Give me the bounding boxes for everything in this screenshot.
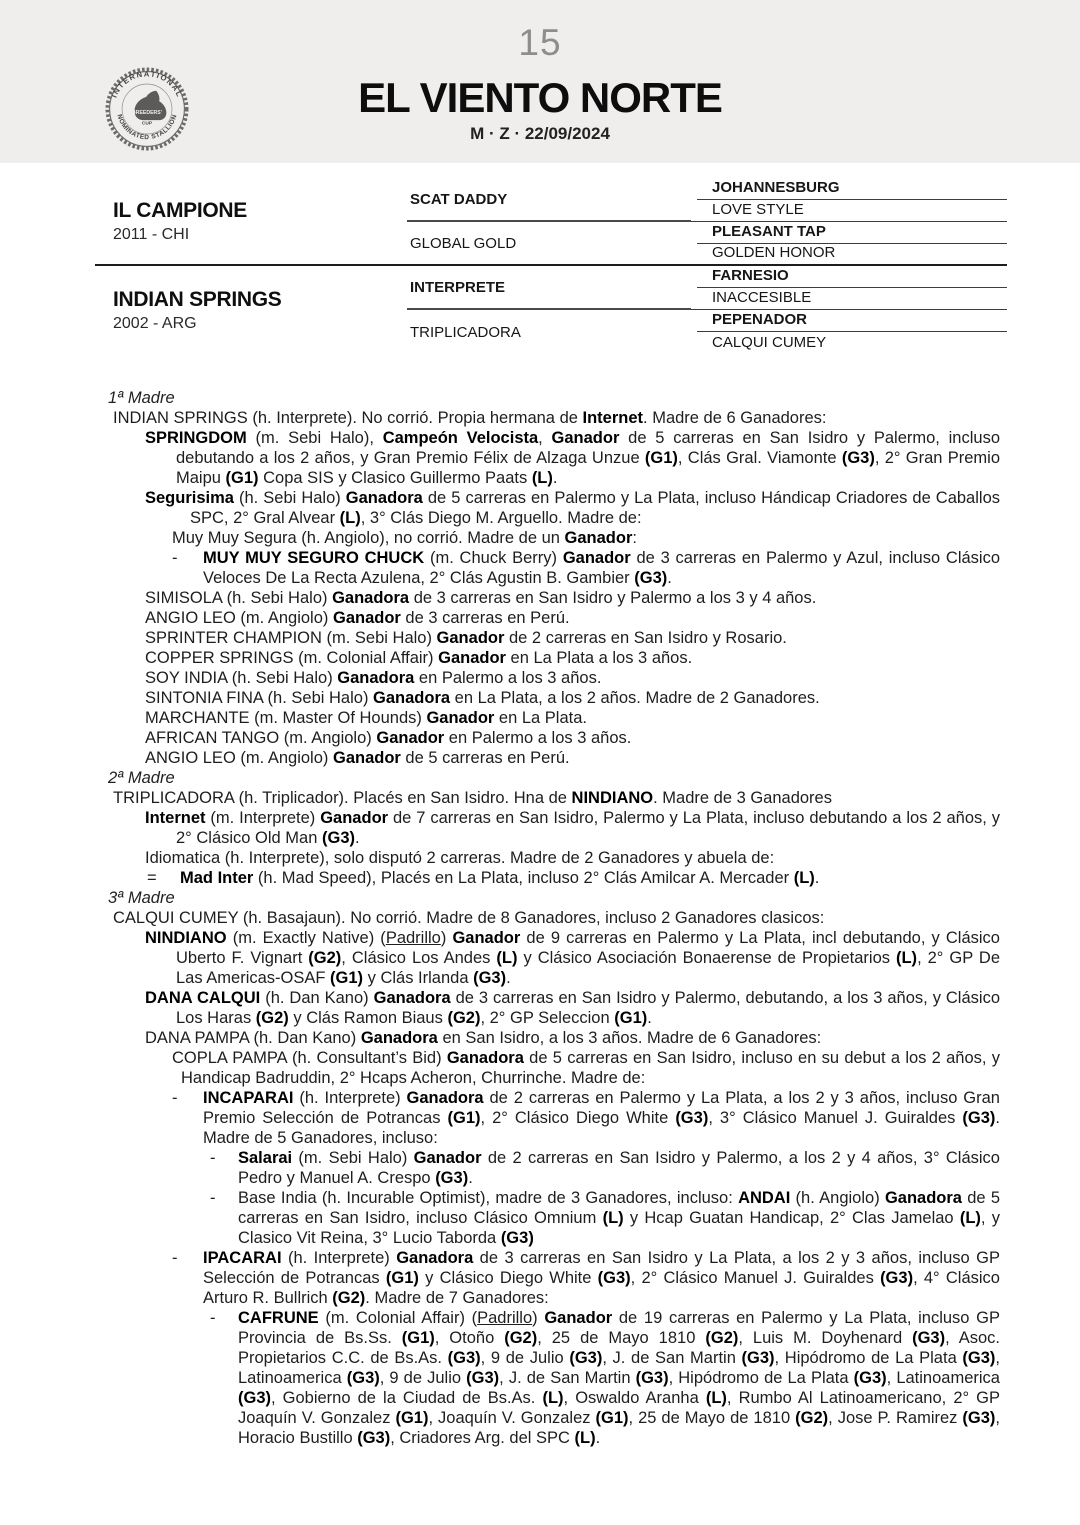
text-segment: SPRINGDOM (145, 429, 247, 447)
madre-section-header (108, 888, 1000, 908)
text-segment: , 2° Clásico Manuel J. Guiraldes (630, 1269, 881, 1287)
dam-year-country: 2002 - ARG (113, 314, 197, 332)
text-segment: , 3° Clás Diego M. Arguello. Madre de: (360, 509, 642, 527)
text-segment: DANA CALQUI (145, 989, 261, 1007)
dam-name: INDIAN SPRINGS (113, 287, 282, 311)
pedigree-entry (108, 648, 1000, 668)
text-segment: (L) (496, 949, 518, 967)
grandsire-cell: INTERPRETE (407, 266, 691, 310)
text-segment: . (814, 869, 820, 887)
text-segment: y Clásico Asociación Bonaerense de Propietarios (517, 949, 896, 967)
text-segment: (G3) (634, 569, 668, 587)
text-segment: , Asoc. Propietarios C.C. de Bs.As. (238, 1329, 1000, 1367)
text-segment: : (632, 529, 637, 547)
text-segment: (G2) (504, 1329, 538, 1347)
entry-bullet: - (172, 549, 178, 567)
text-segment: . Madre de 7 Ganadores: (365, 1289, 549, 1307)
page-number: 15 (518, 22, 562, 63)
text-segment: , Oswaldo Aranha (563, 1389, 706, 1407)
text-segment: (L) (602, 1209, 624, 1227)
text-segment: (G1) (385, 1269, 419, 1287)
text-segment: en La Plata a los 3 años. (505, 649, 693, 667)
text-segment: (m. Colonial Affair) ( (318, 1309, 478, 1327)
pedigree-entry (108, 1148, 1000, 1188)
text-segment: , Luis M. Doyhenard (738, 1329, 913, 1347)
text-segment: (G3) (635, 1369, 669, 1387)
text-segment: (h. Mad Speed), Placés en La Plata, incluso 2° Clás Amilcar A. Mercader (253, 869, 794, 887)
text-segment: . (667, 569, 672, 587)
text-segment: (G1) (447, 1109, 481, 1127)
entry-bullet: - (210, 1189, 216, 1207)
text-segment: Ganador (332, 609, 401, 627)
family-text (108, 388, 1000, 1448)
text-segment: de 3 carreras en Palermo y Azul, incluso Clásico Veloces De La Recta Azulena, 2° Clás Agustin B. Gambier (203, 549, 1001, 587)
text-segment: de 5 carreras en Palermo y La Plata, incluso Hándicap Criadores de Caballos SPC, 2° Gral Alvear (190, 489, 1000, 527)
text-segment: DANA PAMPA (h. Dan Kano) (145, 1029, 361, 1047)
text-segment: de 3 carreras en Perú. (400, 609, 570, 627)
text-segment: y Clásico Diego White (418, 1269, 598, 1287)
breeders-cup-stamp-icon (104, 66, 190, 152)
text-segment: Ganador (438, 649, 506, 667)
text-segment: (G3) (357, 1429, 391, 1447)
pedigree-entry (108, 928, 1000, 988)
text-segment: en San Isidro, a los 3 años. Madre de 6 Ganadores: (437, 1029, 822, 1047)
text-segment: , y Clasico Vit Reina, 3° Lucio Taborda (238, 1209, 1000, 1247)
pedigree-entry (108, 548, 1000, 588)
text-segment: (G3) (322, 829, 355, 847)
text-segment: de 3 carreras en San Isidro y Palermo a los 3 y 4 años. (409, 589, 817, 607)
text-segment: SPRINTER CHAMPION (m. Sebi Halo) (145, 629, 437, 647)
text-segment: Ganador (562, 549, 631, 567)
text-segment: (G2) (308, 949, 342, 967)
text-segment: de 2 carreras en Palermo y La Plata, a los 2 y 3 años, incluso Gran Premio Selección de Potrancas (203, 1089, 1000, 1127)
text-segment: de 5 carreras en Perú. (400, 749, 570, 767)
text-segment: . Madre de 5 Ganadores, incluso: (203, 1109, 1000, 1147)
text-segment: . (506, 969, 511, 987)
text-segment: , J. de San Martin (499, 1369, 636, 1387)
text-segment: (h. Dan Kano) (260, 989, 374, 1007)
text-segment: , J. de San Martin (602, 1349, 742, 1367)
sire-cell (95, 178, 391, 266)
text-segment: Ganadora (884, 1189, 962, 1207)
text-segment: (G3) (597, 1269, 631, 1287)
text-segment: NINDIANO (145, 929, 227, 947)
text-segment: Padrillo (385, 929, 441, 947)
pedigree-entry (108, 428, 1000, 488)
text-segment: y Clás Ramon Biaus (288, 1009, 448, 1027)
text-segment: Copa SIS y Clasico Guillermo Paats (258, 469, 532, 487)
pedigree-entry (108, 1188, 1000, 1248)
pedigree-entry (108, 1048, 1000, 1088)
text-segment: Ganadora (332, 589, 410, 607)
text-segment: , 2° GP Seleccion (480, 1009, 615, 1027)
text-segment: en La Plata. (494, 709, 587, 727)
pedigree-entry (108, 788, 1000, 808)
text-segment: Ganador (413, 1149, 482, 1167)
text-segment: Ganador (436, 629, 505, 647)
text-segment: MUY MUY SEGURO CHUCK (203, 549, 425, 567)
pedigree-entry (108, 628, 1000, 648)
text-segment: (G3) (912, 1329, 946, 1347)
text-segment: de 19 carreras en Palermo y La Plata, incluso GP Provincia de Bs.Ss. (238, 1309, 1000, 1347)
text-segment: (L) (705, 1389, 727, 1407)
stamp-top-text: INTERNATIONAL (109, 69, 185, 100)
text-segment: , 9 de Julio (480, 1349, 570, 1367)
text-segment: en La Plata, a los 2 años. Madre de 2 Ganadores. (450, 689, 820, 707)
text-segment: (G1) (401, 1329, 435, 1347)
text-segment: (G3) (346, 1369, 380, 1387)
text-segment: ANGIO LEO (m. Angiolo) (145, 609, 333, 627)
text-segment: (G2) (255, 1009, 289, 1027)
text-segment: , Joaquín V. Gonzalez (428, 1409, 596, 1427)
text-segment: (G3) (466, 1369, 500, 1387)
text-segment: (G3) (675, 1109, 709, 1127)
stamp-center-line1: BREEDERS' (132, 110, 162, 117)
text-segment: ) (440, 929, 453, 947)
text-segment: Base India (h. Incurable Optimist), madre de 3 Ganadores, incluso: (238, 1189, 739, 1207)
text-segment: TRIPLICADORA (h. Triplicador). Placés en San Isidro. Hna de (113, 789, 572, 807)
text-segment: , Hipódromo de La Plata (774, 1349, 963, 1367)
text-segment: (L) (542, 1389, 564, 1407)
pedigree-entry (108, 668, 1000, 688)
text-segment: Ganador (426, 709, 495, 727)
text-segment: (h. Interprete) (293, 1089, 407, 1107)
sire-name: IL CAMPIONE (113, 198, 247, 222)
text-segment: 1ª Madre (108, 389, 175, 407)
text-segment: . (647, 1009, 652, 1027)
text-segment: Campeón Velocista (382, 429, 539, 447)
pedigree-entry (108, 488, 1000, 528)
text-segment: de 3 carreras en San Isidro y Palermo, debutando, a los 3 años, y Clásico Los Haras (176, 989, 1000, 1027)
text-segment: (h. Sebi Halo) (233, 489, 346, 507)
text-segment: Idiomatica (h. Interprete), solo disputó 2 carreras. Madre de 2 Ganadores y abuela de: (145, 849, 775, 867)
text-segment: (h. Interprete) (281, 1249, 397, 1267)
text-segment: SOY INDIA (h. Sebi Halo) (145, 669, 338, 687)
text-segment: (m. Interprete) (205, 809, 321, 827)
text-segment: . (468, 1169, 473, 1187)
pedigree-entry (108, 708, 1000, 728)
text-segment: en Palermo a los 3 años. (444, 729, 632, 747)
pedigree-entry (108, 608, 1000, 628)
text-segment: (G3) (435, 1169, 469, 1187)
text-segment: (L) (339, 509, 361, 527)
text-segment: Ganadora (373, 689, 451, 707)
great-grandparent-cell: FARNESIO (697, 266, 1007, 288)
great-grandparent-cell: INACCESIBLE (691, 288, 1007, 310)
text-segment: (G3) (962, 1349, 996, 1367)
text-segment: (G1) (595, 1409, 629, 1427)
pedigree-entry (108, 808, 1000, 848)
pedigree-table (95, 178, 1007, 354)
text-segment: (G3) (238, 1389, 271, 1407)
text-segment: (L) (793, 869, 815, 887)
text-segment: Internet (145, 809, 206, 827)
pedigree-entry (108, 988, 1000, 1028)
madre-section-header (108, 388, 1000, 408)
text-segment: Ganadora (406, 1089, 484, 1107)
text-segment: SINTONIA FINA (h. Sebi Halo) (145, 689, 374, 707)
text-segment: , Latinoamerica (886, 1369, 1000, 1387)
text-segment: ) (532, 1309, 545, 1327)
text-segment: , 25 de Mayo de 1810 (628, 1409, 796, 1427)
text-segment: . Madre de 3 Ganadores (653, 789, 832, 807)
text-segment: Mad Inter (180, 869, 254, 887)
text-segment: COPPER SPRINGS (m. Colonial Affair) (145, 649, 439, 667)
text-segment: . (552, 469, 558, 487)
text-segment: Ganadora (360, 1029, 438, 1047)
text-segment: , Rumbo Al Latinoamericano, 2° GP Joaquín V. Gonzalez (238, 1389, 1000, 1427)
text-segment: (L) (574, 1429, 596, 1447)
text-segment: y Clás Irlanda (363, 969, 474, 987)
page-title: EL VIENTO NORTE (358, 74, 722, 121)
text-segment: . Madre de 6 Ganadores: (643, 409, 827, 427)
pedigree-entry (108, 908, 1000, 928)
text-segment: , 2° Clásico Diego White (480, 1109, 676, 1127)
text-segment: Ganador (564, 529, 633, 547)
text-segment: SIMISOLA (h. Sebi Halo) (145, 589, 333, 607)
text-segment: de 2 carreras en San Isidro y Rosario. (504, 629, 787, 647)
text-segment: MARCHANTE (m. Master Of Hounds) (145, 709, 427, 727)
text-segment: Ganadora (396, 1249, 474, 1267)
entry-bullet: - (172, 1249, 178, 1267)
text-segment: , 25 de Mayo 1810 (537, 1329, 706, 1347)
text-segment: (G2) (447, 1009, 481, 1027)
text-segment: , 4° Clásico Arturo R. Bullrich (203, 1269, 1000, 1307)
grandsire-cell: SCAT DADDY (407, 178, 691, 222)
text-segment: (G1) (614, 1009, 648, 1027)
pedigree-entry (108, 868, 1000, 888)
text-segment: (L) (895, 949, 918, 967)
dam-cell (95, 266, 391, 354)
text-segment: (G1) (395, 1409, 429, 1427)
text-segment: , (538, 429, 552, 447)
text-segment: (G2) (795, 1409, 829, 1427)
text-segment: CAFRUNE (238, 1309, 319, 1327)
pedigree-entry (108, 748, 1000, 768)
text-segment: , 2° Gran Premio Maipu (176, 449, 1001, 487)
text-segment: Ganadora (337, 669, 415, 687)
stamp-bottom-text: NOMINATED STALLION (115, 113, 179, 142)
horse-sex-date-subtitle: M · Z · 22/09/2024 (470, 124, 610, 143)
pedigree-entry (108, 848, 1000, 868)
pedigree-entry (108, 728, 1000, 748)
text-segment: (G3) (962, 1409, 996, 1427)
text-segment: , Otoño (434, 1329, 505, 1347)
granddam-cell: GLOBAL GOLD (391, 222, 691, 266)
text-segment: de 9 carreras en Palermo y La Plata, incl debutando, y Clásico Uberto F. Vignart (176, 929, 1000, 967)
text-segment: (G2) (332, 1289, 366, 1307)
text-segment: CALQUI CUMEY (h. Basajaun). No corrió. Madre de 8 Ganadores, incluso 2 Ganadores clasicos: (113, 909, 825, 927)
text-segment: (m. Sebi Halo) (292, 1149, 414, 1167)
text-segment: de 5 carreras en San Isidro y Palermo, incluso debutando a los 2 años, y Gran Premio Félix de Alzaga Unzue (176, 429, 1000, 467)
great-grandparent-cell: LOVE STYLE (691, 200, 1007, 222)
text-segment: de 3 carreras en San Isidro y La Plata, a los 2 y 3 años, incluso GP Selección de Potrancas (203, 1249, 1000, 1287)
pedigree-entry (108, 1308, 1000, 1448)
text-segment: COPLA PAMPA (h. Consultant’s Bid) (172, 1049, 447, 1067)
text-segment: Ganador (452, 929, 521, 947)
text-segment: Ganador (544, 1309, 613, 1327)
text-segment: . (595, 1429, 601, 1447)
entry-bullet: - (210, 1309, 216, 1327)
text-segment: INDIAN SPRINGS (h. Interprete). No corrió. Propia hermana de (113, 409, 583, 427)
text-segment: ANDAI (738, 1189, 791, 1207)
text-segment: NINDIANO (571, 789, 654, 807)
text-segment: , Criadores Arg. del SPC (390, 1429, 575, 1447)
text-segment: IPACARAI (203, 1249, 282, 1267)
text-segment: , 2° GP De Las Americas-OSAF (176, 949, 1001, 987)
text-segment: . (355, 829, 360, 847)
stamp-center-line2: CUP (141, 121, 153, 127)
pedigree-entry (108, 1028, 1000, 1048)
great-grandparent-cell: CALQUI CUMEY (712, 334, 827, 351)
text-segment: (G3) (880, 1269, 914, 1287)
text-segment: Ganador (551, 429, 620, 447)
text-segment: (G1) (644, 449, 678, 467)
pedigree-entry (108, 688, 1000, 708)
text-segment: , 9 de Julio (379, 1369, 467, 1387)
text-segment: , Latinoamerica (238, 1349, 1000, 1387)
text-segment: (G3) (500, 1229, 534, 1247)
text-segment: , 3° Clásico Manuel J. Guiraldes (708, 1109, 963, 1127)
text-segment: (m. Sebi Halo), (246, 429, 383, 447)
great-grandparent-cell: PEPENADOR (697, 310, 1007, 332)
text-segment: (G3) (841, 449, 875, 467)
granddam-cell: TRIPLICADORA (410, 323, 521, 341)
text-segment: , Hipódromo de La Plata (668, 1369, 854, 1387)
pedigree-entry (108, 1088, 1000, 1148)
text-segment: INCAPARAI (203, 1089, 294, 1107)
pedigree-entry (108, 1248, 1000, 1308)
text-segment: Salarai (238, 1149, 293, 1167)
text-segment: , Clásico Los Andes (341, 949, 497, 967)
text-segment: , Clás Gral. Viamonte (677, 449, 842, 467)
text-segment: Internet (582, 409, 644, 427)
text-segment: (L) (531, 469, 553, 487)
sire-year-country: 2011 - CHI (113, 225, 190, 243)
text-segment: ANGIO LEO (m. Angiolo) (145, 749, 333, 767)
text-segment: 2ª Madre (108, 769, 175, 787)
text-segment: (L) (959, 1209, 981, 1227)
text-segment: de 2 carreras en San Isidro y Palermo, a los 2 y 4 años, 3° Clásico Pedro y Manuel A. Crespo (238, 1149, 1000, 1187)
text-segment: (G1) (330, 969, 364, 987)
text-segment: de 7 carreras en San Isidro, Palermo y La Plata, incluso debutando a los 2 años, y 2° Clásico Old Man (176, 809, 1000, 847)
text-segment: Muy Muy Segura (h. Angiolo), no corrió. Madre de un (172, 529, 565, 547)
text-segment: Ganadora (446, 1049, 524, 1067)
text-segment: (G3) (447, 1349, 481, 1367)
text-segment: (m. Exactly Native) ( (226, 929, 386, 947)
text-segment: (G3) (473, 969, 507, 987)
entry-bullet: - (172, 1089, 178, 1107)
text-segment: Segurisima (145, 489, 234, 507)
text-segment: (G3) (741, 1349, 775, 1367)
text-segment: Padrillo (477, 1309, 533, 1327)
text-segment: Ganador (376, 729, 445, 747)
text-segment: Ganadora (373, 989, 451, 1007)
text-segment: (G3) (853, 1369, 887, 1387)
text-segment: AFRICAN TANGO (m. Angiolo) (145, 729, 377, 747)
great-grandparent-cell: PLEASANT TAP (697, 222, 1007, 244)
text-segment: , Horacio Bustillo (238, 1409, 1000, 1447)
text-segment: (G1) (225, 469, 259, 487)
text-segment: 3ª Madre (108, 889, 175, 907)
entry-bullet: - (210, 1149, 216, 1167)
text-segment: Ganador (320, 809, 389, 827)
text-segment: , Jose P. Ramirez (828, 1409, 963, 1427)
text-segment: Ganadora (345, 489, 423, 507)
text-segment: , Gobierno de la Ciudad de Bs.As. (271, 1389, 543, 1407)
pedigree-entry (108, 408, 1000, 428)
text-segment: (G3) (962, 1109, 996, 1127)
great-grandparent-cell: JOHANNESBURG (697, 178, 1007, 200)
text-segment: (h. Angiolo) (790, 1189, 885, 1207)
text-segment: (m. Chuck Berry) (424, 549, 563, 567)
pedigree-entry (108, 528, 1000, 548)
entry-bullet: = (147, 869, 157, 887)
text-segment: (G2) (705, 1329, 739, 1347)
pedigree-entry (108, 588, 1000, 608)
text-segment: y Hcap Guatan Handicap, 2° Clas Jamelao (623, 1209, 960, 1227)
text-segment: de 5 carreras en San Isidro, incluso en su debut a los 2 años, y Handicap Badruddin, 2° Hcaps Acheron, Churrinche. Madre de: (181, 1049, 1000, 1087)
text-segment: de 5 carreras en San Isidro, incluso Clásico Omnium (238, 1189, 1001, 1227)
great-grandparent-cell: GOLDEN HONOR (691, 244, 1007, 266)
text-segment: en Palermo a los 3 años. (414, 669, 602, 687)
text-segment: (G3) (569, 1349, 603, 1367)
madre-section-header (108, 768, 1000, 788)
text-segment: Ganador (332, 749, 401, 767)
